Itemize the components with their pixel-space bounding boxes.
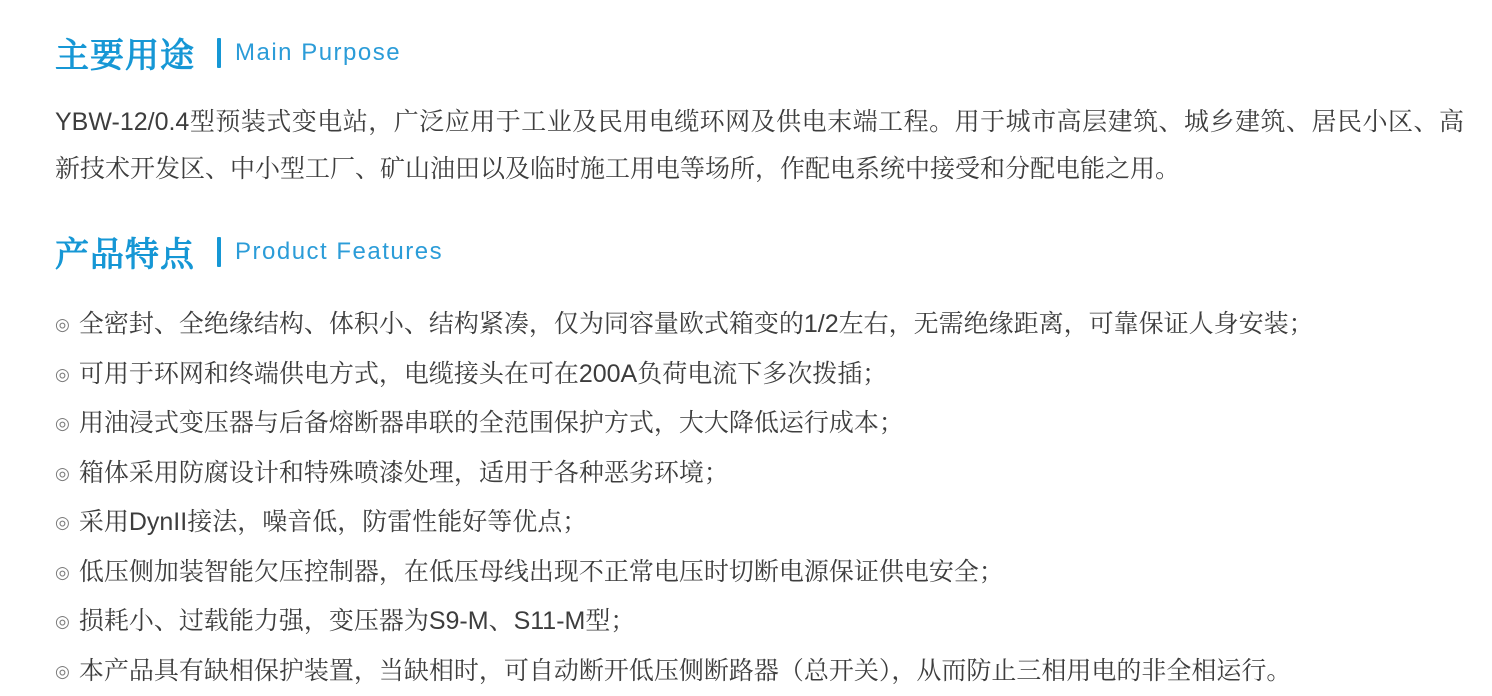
title-divider [217,38,221,68]
bullseye-bullet-icon: ◎ [55,513,70,532]
feature-list-item [55,498,1464,548]
feature-list-item [55,300,1464,350]
feature-list-item [55,548,1464,598]
feature-list-item [55,399,1464,449]
bullseye-bullet-icon: ◎ [55,562,70,582]
feature-text: 本产品具有缺相保护装置，当缺相时，可自动断开低压侧断路器（总开关），从而防止三相用电的非全相运行。 [78,656,1292,685]
bullseye-bullet-icon: ◎ [55,463,70,483]
feature-list-item [55,647,1464,696]
feature-text: 可用于环网和终端供电方式，电缆接头在可在200A负荷电流下多次拨插； [78,359,888,388]
feature-text: 全密封、全绝缘结构、体积小、结构紧凑，仅为同容量欧式箱变的1/2左右，无需绝缘距离，可靠保证人身安装； [78,310,1314,338]
main-purpose-paragraph: YBW-12/0.4型预装式变电站，广泛应用于工业及民用电缆环网及供电末端工程。用于城市高层建筑、城乡建筑、居民小区、高新技术开发区、中小型工厂、矿山油田以及临时施工用电等场所，作配电系统中接受和分配电能之用。 [55,108,1464,183]
section-title-zh: 产品特点 [55,236,195,274]
section-header-product-features [55,227,1464,276]
feature-text: 用油浸式变压器与后备熔断器串联的全范围保护方式，大大降低运行成本； [78,409,904,437]
feature-list-item [55,350,1464,400]
feature-text: 低压侧加装智能欠压控制器，在低压母线出现不正常电压时切断电源保证供电安全； [78,557,1004,586]
bullseye-bullet-icon: ◎ [55,661,70,681]
feature-text: 箱体采用防腐设计和特殊喷漆处理，适用于各种恶劣环境； [78,458,729,487]
section-title-en: Main Purpose [235,38,402,66]
section-title-en: Product Features [235,237,444,265]
section-title-zh: 主要用途 [55,37,195,75]
feature-text: 采用DynII接法，噪音低，防雷性能好等优点； [78,508,588,536]
bullseye-bullet-icon: ◎ [55,612,70,631]
bullseye-bullet-icon: ◎ [55,414,70,433]
bullseye-bullet-icon: ◎ [55,364,70,384]
title-divider [217,237,221,267]
bullseye-bullet-icon: ◎ [55,315,70,334]
feature-text: 损耗小、过载能力强，变压器为S9-M、S11-M型； [78,607,636,635]
feature-list-item [55,597,1464,647]
feature-list [55,300,1464,696]
feature-list-item [55,449,1464,499]
section-header-main-purpose [55,28,1464,77]
